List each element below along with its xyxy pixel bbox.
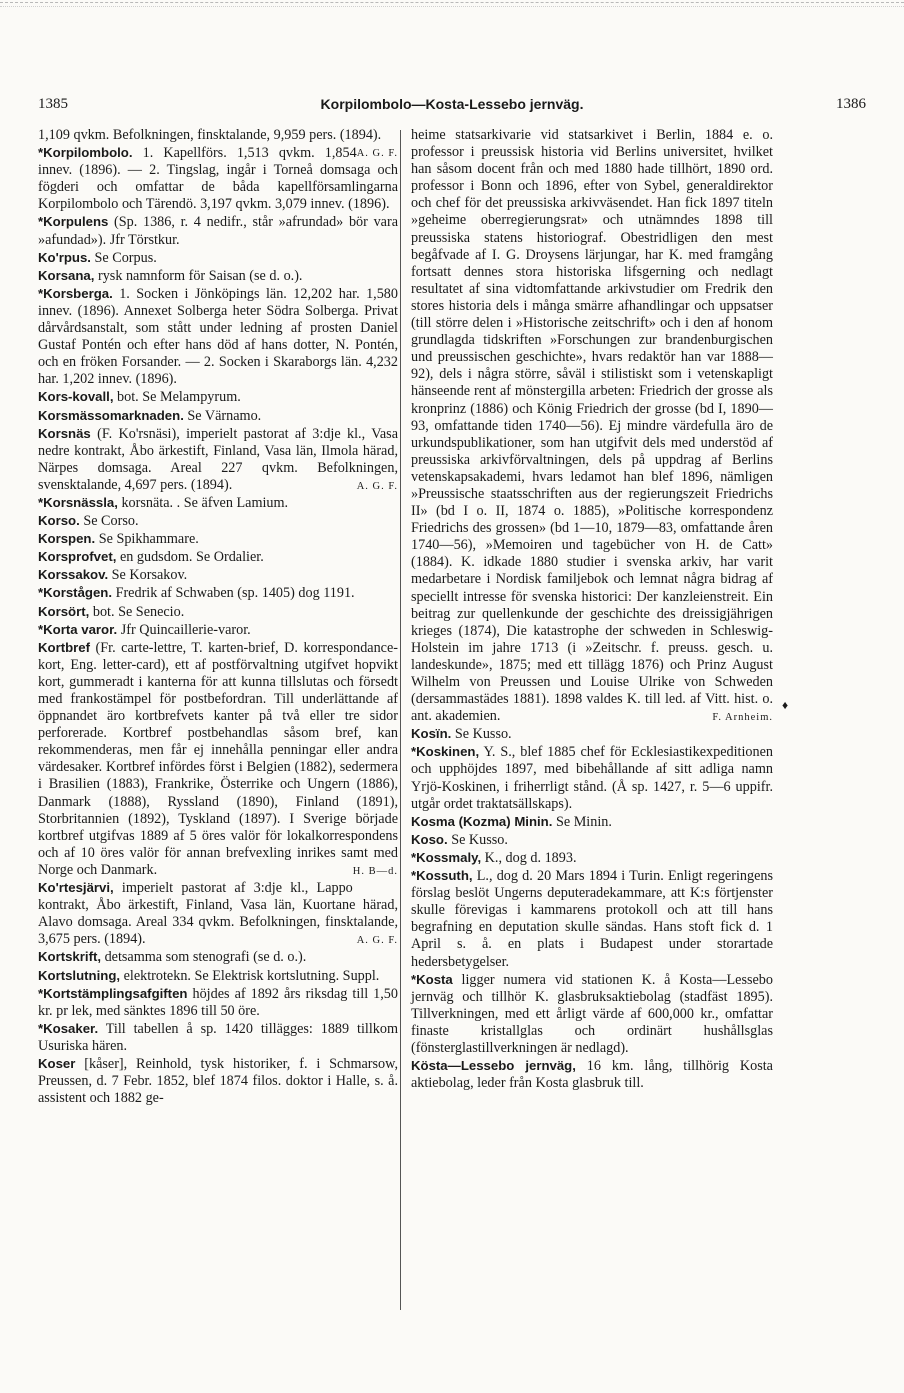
dictionary-entry [38, 967, 398, 985]
dictionary-entry [38, 603, 398, 621]
entry-headword: Kors-kovall, [38, 389, 114, 405]
dictionary-entry [411, 813, 773, 831]
entry-headword: *Kortstämplingsafgiften [38, 985, 188, 1001]
entry-headword: Korsana, [38, 267, 95, 283]
entry-headword: *Korpulens [38, 214, 109, 230]
top-edge-rule [0, 2, 904, 7]
author-signature: H. B—d. [352, 865, 398, 877]
dictionary-entry [38, 948, 398, 966]
entry-headword: Kosma (Kozma) Minin. [411, 813, 553, 829]
entry-text: Se Värnamo. [183, 407, 262, 424]
right-column [411, 127, 773, 1092]
dictionary-entry [38, 1020, 398, 1055]
dictionary-entry [411, 743, 773, 812]
entry-text: imperielt pastorat af 3:dje kl., Lappo kontrakt, Åbo ärkestift, Finland, Vasa län, Kuortane härad, Alavo domsaga. Areal 334 qvkm. Befolkningen, finsktalande, 3,675 pers. (1894). [38, 880, 398, 948]
dictionary-entry [411, 867, 773, 971]
entry-text: Se Kusso. [447, 831, 508, 848]
entry-headword: Kösta—Lessebo jernväg, [411, 1058, 576, 1074]
entry-text: 1,109 qvkm. Befolkningen, finsktalande, 9,959 pers. (1894). [38, 127, 382, 143]
running-title: Korpilombolo—Kosta-Lessebo jernväg. [320, 96, 584, 112]
entry-text: elektrotekn. Se Elektrisk kortslutning. Suppl. [120, 967, 380, 984]
entry-headword: Ko'rtesjärvi, [38, 880, 114, 896]
entry-headword: Koser [38, 1055, 76, 1071]
dictionary-entry [38, 1055, 398, 1107]
dictionary-entry [38, 584, 398, 602]
entry-headword: Koso. [411, 831, 448, 847]
entry-headword: *Kosaker. [38, 1020, 99, 1036]
entry-text: Fredrik af Schwaben (sp. 1405) dog 1191. [112, 585, 355, 602]
entry-headword: Kortslutning, [38, 967, 121, 983]
entry-text: (Fr. carte-lettre, T. karten-brief, D. korrespondance-kort, Eng. letter-card), ett af postförvaltning utgifvet hopvikt kort, gummeradt i kanterna för att kunna tillslutas och försedt med frankostämpel för postbefordran. Till underlättande af öppnandet äro kortbrefvets kanter på två eller tre sidor perforerade. Kortbref postbehandlas såsom bref, kan rekommenderas, men får ej innehålla penningar eller andra värdesaker. Kortbref infördes först i Belgien (1882), sedermera i Brasilien (1883), Frankrike, Österrike och Ungern (1886), Danmark (1888), Ryssland (1890), Finland (1891), Storbritannien (1892), Tyskland (1897). I Sverige började kortbref utgifvas 1889 af 5 öres valör för lokalkorrespondens och af 10 öres valör för annan brefvexling inrikes samt med Norge och Danmark. [38, 639, 398, 878]
entry-text: rysk namnform för Saisan (se d. o.). [94, 267, 303, 284]
entry-text: K., dog d. 1893. [481, 849, 577, 866]
entry-headword: Korso. [38, 513, 80, 529]
dictionary-entry [38, 621, 398, 639]
entry-headword: *Korpilombolo. [38, 145, 133, 161]
page-header [38, 96, 866, 118]
margin-mark: ♦ [782, 698, 789, 712]
dictionary-entry [38, 530, 398, 548]
page-number-right: 1386 [836, 96, 866, 112]
author-signature: A. G. F. [356, 148, 398, 160]
column-divider [400, 130, 401, 1310]
entry-headword: Kosïn. [411, 726, 452, 742]
entry-headword: *Koskinen, [411, 744, 480, 760]
entry-text: ligger numera vid stationen K. å Kosta—Lessebo jernväg och tillhör K. glasbruksaktiebolag (stadfäst 1895). Tillverkningen, med ett årligt värde af 600,000 kr., omfattar finaste kristallglas och ordinärt hushållsglas (fönsterglastillverkningen är nedlagd). [411, 971, 773, 1056]
dictionary-entry [38, 879, 398, 948]
dictionary-entry [411, 127, 773, 725]
entry-headword: Korsmässomarknaden. [38, 407, 184, 423]
dictionary-entry [38, 512, 398, 530]
entry-text: höjdes af 1892 års riksdag till 1,50 kr. pr lek, med sänktes 1896 till 50 öre. [38, 985, 398, 1019]
entry-text: Jfr Quincaillerie-varor. [117, 621, 251, 638]
entry-text: Se Corpus. [90, 249, 157, 266]
dictionary-entry [38, 388, 398, 406]
author-signature: A. G. F. [356, 935, 398, 947]
dictionary-entry [38, 267, 398, 285]
dictionary-entry [411, 971, 773, 1057]
dictionary-entry [411, 831, 773, 849]
dictionary-entry [411, 1057, 773, 1092]
entry-headword: *Korsnässla, [38, 494, 118, 510]
entry-headword: Kortbref [38, 639, 91, 655]
entry-text: Se Kusso. [451, 726, 512, 743]
dictionary-entry [411, 849, 773, 867]
entry-headword: *Kossuth, [411, 868, 473, 884]
entry-headword: Korspen. [38, 531, 96, 547]
entry-headword: Korsnäs [38, 425, 91, 441]
entry-headword: Korssakov. [38, 567, 109, 583]
entry-text: Se Minin. [552, 813, 612, 830]
entry-text: heime statsarkivarie vid statsarkivet i Berlin, 1884 e. o. professor i preussisk historia vid Berlins universitet, hvilket han såsom docent från och med 1880 hade tillhört, 1890 ord. professor i Bonn och 1896, efter von Sybel, generaldirektor och chef för det preussiska arkivväsendet. Han fick 1897 titeln »geheime oberregierungsrat» och utnämndes 1898 till preussiska statens historiograf. Obestridligen den mest begåfvade af I. G. Droysens lärjungar, har K. med framgång fortsatt dennes stora historiska lifsgerning och nedlagt resultatet af sina vidtomfattande arkivstudier om Fredrik den stores historia dels i många smärre afhandlingar och uppsatser (till större delen i »Historische zeitschrift» och i den af honom grundlagda tidskriften »Forschungen zur brandenburgischen und preussischen geschichte», hvars redaktör han var 1888—92), dels i några större, såväl i stilistiskt som i vetenskapligt hänseende rent af mönstergilla arbeten: Friedrich der grosse als kronprinz (1886) och König Friedrich der grosse (bd I, 1890—93, omfattande tiden 1740—56). Ej mindre värdefulla äro de urkundspublikationer, som han utgifvit dels med understöd af preussiska arkivförvaltningen, dels på uppdrag af Berlins vetenskapsakademi, hvars ledamot han blef 1896, nämligen »Preussische staatsschriften aus der regierungszeit Friedrichs II» (bd I o. II, 1874 o. 1885), »Politische korrespondenz Friedrichs des grossen» (bd 1—10, 1879—83, omfattande åren 1740—56), »Memoiren und tagebücher von H. de Catt» (1884). K. idkade 1880 studier i svenska arkiv, har varit medarbetare i Nordisk familjebok och lemnat några bidrag af speciellt intresse för svenska historici: Der kanzleienstreit. Ein beitrag zur quellenkunde der geschichte des dreissigjährigen krieges (1874), Die katastrophe der schweden in Schleswig-Holstein im jahre 1713 (i »Zeitschr. f. preuss. gesch. u. landeskunde», 1875; med ett tillägg 1876) och Prinz August Wilhelm von Preussen und Louise Ulrike von Schweden (dersammastädes 1881). 1898 valdes K. till led. af Vitt. hist. o. ant. akademien. [411, 127, 773, 725]
dictionary-entry [38, 985, 398, 1020]
author-signature: A. G. F. [356, 480, 398, 492]
entry-text: detsamma som stenografi (se d. o.). [101, 949, 307, 966]
entry-text: bot. Se Melampyrum. [113, 389, 241, 406]
entry-text: bot. Se Senecio. [89, 603, 185, 620]
entry-text: Till tabellen å sp. 1420 tillägges: 1889 tillkom Usuriska hären. [38, 1020, 398, 1054]
entry-text: Y. S., blef 1885 chef för Ecklesiastikexpeditionen och upphöjdes 1897, med bibehållande af sitt adliga namn Yrjö-Koskinen, i friherrligt stånd. (Å sp. 1427, r. 5—6 uppifr. utgår ordet traktatsällskaps). [411, 744, 773, 812]
entry-text: 1. Kapellförs. 1,513 qvkm. 1,854 innev. (1896). — 2. Tingslag, ingår i Torneå domsaga och fögderi och omfattar de båda kapellförsamlingarna Korpilombolo och Tärendö. 3,197 qvkm. 3,079 innev. (1896). [38, 145, 398, 213]
entry-headword: Korsört, [38, 603, 90, 619]
entry-headword: *Korstågen. [38, 585, 113, 601]
entry-text: Se Spikhammare. [95, 531, 199, 548]
entry-text: 1. Socken i Jönköpings län. 12,202 har. 1,580 innev. (1896). Annexet Solberga heter Södra Solberga. Privat dårvårdsanstalt, som stått under ledning af prosten Daniel Gustaf Pontén och efter hans död af hans dotter, N. Pontén, och en fröken Forsander. — 2. Socken i Skaraborgs län. 4,232 har. 1,202 innev. (1896). [38, 285, 398, 388]
entry-text: Se Corso. [79, 513, 139, 530]
dictionary-entry [38, 566, 398, 584]
author-signature: F. Arnheim. [712, 712, 773, 724]
entry-text: L., dog d. 20 Mars 1894 i Turin. Enligt regeringens förslag beslöt Ungerns deputeradekammare, att K:s förtjenster skulle förevigas i kammarens protokoll och att till hans begrafning en deputation skulle sändas. Hans stoft fick d. 1 April s. å. en plats i Budapest under storartade hedersbetygelser. [411, 868, 773, 970]
dictionary-entry [38, 407, 398, 425]
left-column [38, 127, 398, 1107]
entry-headword: *Korsberga. [38, 285, 113, 301]
dictionary-entry [38, 144, 398, 213]
dictionary-entry [38, 548, 398, 566]
entry-headword: *Korta varor. [38, 621, 118, 637]
entry-headword: Korsprofvet, [38, 549, 117, 565]
entry-text: (Sp. 1386, r. 4 nedifr., står »afrundad» bör vara »afundad»). Jfr Törstkur. [38, 214, 398, 248]
entry-text: 16 km. lång, tillhörig Kosta aktiebolag, leder från Kosta glasbruk till. [411, 1058, 773, 1092]
entry-text: korsnäta. . Se äfven Lamium. [117, 494, 289, 511]
dictionary-entry [38, 285, 398, 389]
dictionary-entry [38, 213, 398, 248]
entry-headword: Ko'rpus. [38, 249, 91, 265]
entry-text: [kåser], Reinhold, tysk historiker, f. i Schmarsow, Preussen, d. 7 Febr. 1852, blef 1874 filos. doktor i Halle, s. å. assistent och 1882 ge- [38, 1055, 398, 1107]
dictionary-entry [38, 639, 398, 879]
entry-text: Se Korsakov. [108, 567, 188, 584]
entry-headword: *Kosta [411, 971, 453, 987]
entry-headword: Kortskrift, [38, 949, 102, 965]
dictionary-entry [38, 249, 398, 267]
entry-text: en gudsdom. Se Ordalier. [116, 549, 264, 566]
entry-headword: *Kossmaly, [411, 849, 482, 865]
dictionary-entry [38, 494, 398, 512]
dictionary-entry [38, 425, 398, 494]
dictionary-entry [411, 725, 773, 743]
page-number-left: 1385 [38, 96, 68, 112]
entry-text: (F. Ko'rsnäsi), imperielt pastorat af 3:dje kl., Vasa nedre kontrakt, Åbo ärkestift, Finland, Vasa län, Ilmola härad, Närpes domsaga. Areal 227 qvkm. Befolkningen, svensktalande, 4,697 pers. (1894). [38, 425, 398, 493]
